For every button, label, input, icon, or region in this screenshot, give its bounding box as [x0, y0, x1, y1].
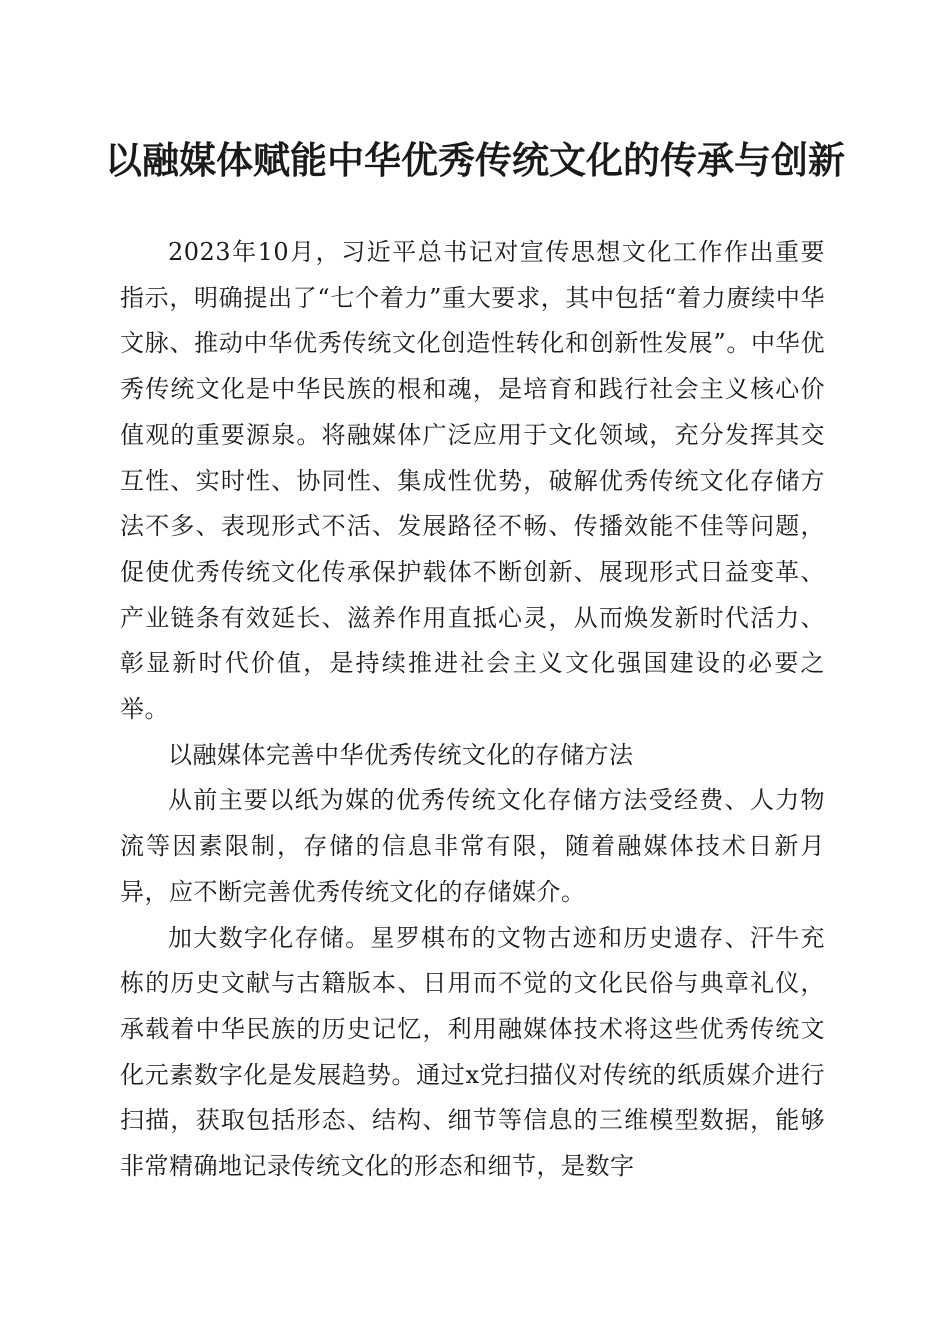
intro-paragraph: 2023年10月，习近平总书记对宣传思想文化工作作出重要指示，明确提出了“七个着力”重大要求，其中包括“着力赓续中华文脉、推动中华优秀传统文化创造性转化和创新性发展”。中华优秀传统文化是中华民族的根和魂，是培育和践行社会主义核心价值观的重要源泉。将融媒体广泛应用于文化领域，充分发挥其交互性、实时性、协同性、集成性优势，破解优秀传统文化存储方法不多、表现形式不活、发展路径不畅、传播效能不佳等问题，促使优秀传统文化传承保护载体不断创新、展现形式日益变革、产业链条有效延长、滋养作用直抵心灵，从而焕发新时代活力、彰显新时代价值，是持续推进社会主义文化强国建设的必要之举。	[120, 238, 825, 724]
document-body	[120, 230, 825, 1190]
digital-storage-paragraph: 加大数字化存储。星罗棋布的文物古迹和历史遗存、汗牛充栋的历史文献与古籍版本、日用而不觉的文化民俗与典章礼仪，承载着中华民族的历史记忆，利用融媒体技术将这些优秀传统文化元素数字化是发展趋势。通过x党扫描仪对传统的纸质媒介进行扫描，获取包括形态、结构、细节等信息的三维模型数据，能够非常精确地记录传统文化的形态和细节，是数字	[120, 923, 825, 1181]
section-heading: 以融媒体完善中华优秀传统文化的存储方法	[168, 740, 634, 769]
document-title: 以融媒体赋能中华优秀传统文化的传承与创新	[105, 138, 845, 182]
storage-paragraph: 从前主要以纸为媒的优秀传统文化存储方法受经费、人力物流等因素限制，存储的信息非常有限，随着融媒体技术日新月异，应不断完善优秀传统文化的存储媒介。	[120, 786, 825, 906]
